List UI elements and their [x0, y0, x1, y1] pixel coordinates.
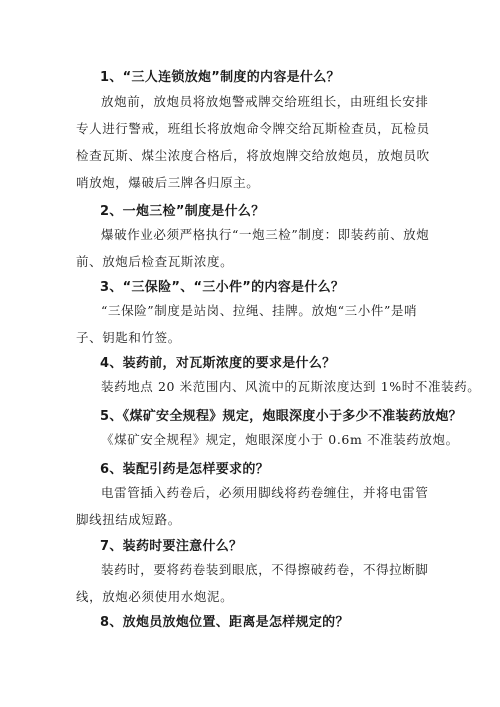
answer-3: “三保险”制度是站岗、拉绳、挂牌。放炮“三小件”是哨子、钥匙和竹签。	[76, 303, 418, 345]
question-7: 7、装药时要注意什么？	[100, 539, 243, 554]
question-4: 4、装药前，对瓦斯浓度的要求是什么？	[100, 356, 336, 371]
answer-2: 爆破作业必须严格执行“一炮三检”制度：即装药前、放炮前、放炮后检查瓦斯浓度。	[76, 227, 430, 269]
question-1: 1、“三人连锁放炮”制度的内容是什么？	[100, 70, 340, 85]
question-5: 5、《煤矿安全规程》规定，炮眼深度小于多少不准装药放炮？	[100, 409, 462, 424]
answer-5: 《煤矿安全规程》规定，炮眼深度小于 0.6m 不准装药放炮。	[101, 432, 459, 447]
answer-6: 电雷管插入药卷后，必须用脚线将药卷缠住，并将电雷管脚线扭结成短路。	[76, 485, 429, 527]
question-6: 6、装配引药是怎样要求的？	[100, 462, 269, 477]
answer-7: 装药时，要将药卷装到眼底，不得擦破药卷，不得拉断脚线，放炮必须使用水炮泥。	[76, 562, 429, 604]
answer-1: 放炮前，放炮员将放炮警戒牌交给班组长，由班组长安排专人进行警戒，班组长将放炮命令牌交给瓦斯检查员，瓦检员检查瓦斯、煤尘浓度合格后，将放炮牌交给放炮员，放炮员吹哨放炮，爆破后三牌各归原主。	[76, 94, 430, 190]
question-3: 3、“三保险”、“三小件”的内容是什么？	[100, 280, 345, 295]
answer-4: 装药地点 20 米范围内、风流中的瓦斯浓度达到 1%时不准装药。	[101, 379, 481, 394]
question-8: 8、放炮员放炮位置、距离是怎样规定的？	[100, 615, 349, 630]
question-2: 2、一炮三检”制度是什么？	[100, 204, 265, 219]
